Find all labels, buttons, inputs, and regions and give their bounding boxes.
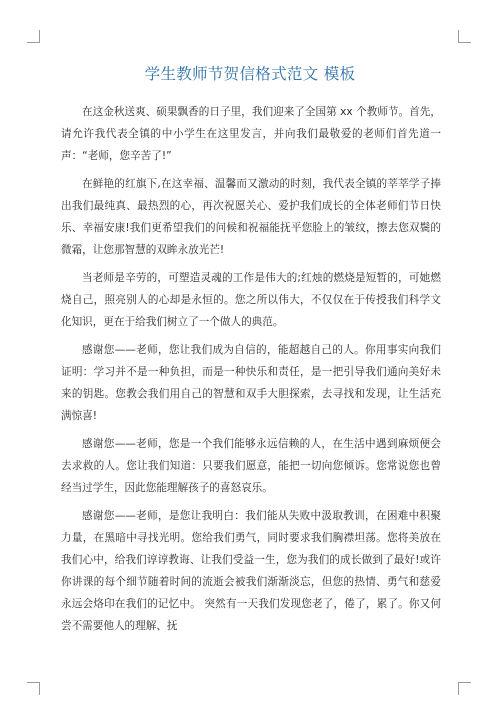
paragraph: 在这金秋送爽、硕果飘香的日子里，我们迎来了全国第 xx 个教师节。首先，请允许我代表全镇的中小学生在这里发言，并向我们最敬爱的老师们首先道一声：“老师，您辛苦了!” (61, 106, 441, 162)
crop-mark-bottom-left (27, 682, 40, 695)
paragraph: 当老师是辛劳的，可塑造灵魂的工作是伟大的;红烛的燃烧是短暂的，可她燃烧自己，照亮别人的心却是永恒的。您之所以伟大，不仅仅在于传授我们科学文化知识，更在于给我们树立了一个做人的典范。 (61, 272, 441, 328)
paragraph: 感谢您——老师，是您让我明白：我们能从失败中汲取教训，在困难中积聚力量，在黑暗中寻找光明。您给我们勇气，同时要求我们胸襟坦荡。您将美放在我们心中，给我们谆谆教诲、让我们受益一生，您为我们的成长做到了最好!或许你讲课的每个细节随着时间的流逝会被我们渐渐淡忘，但您的热情、勇气和慈爱永远会烙印在我们的记忆中。 突然有一天我们发现您老了，倦了，累了。你又何尝不需要他人的理解、抚 (61, 510, 441, 632)
paragraph: 感谢您——老师，您是一个我们能够永远信赖的人，在生活中遇到麻烦便会去求救的人。您让我们知道：只要我们愿意，能把一切向您倾诉。您常说您也曾经当过学生，因此您能理解孩子的喜怒哀乐。 (61, 438, 441, 494)
crop-mark-bottom-right (458, 682, 471, 695)
crop-mark-top-right (458, 30, 471, 43)
paragraph: 在鲜艳的红旗下,在这幸福、温馨而又激动的时刻，我代表全镇的莘莘学子捧出我们最纯真、最热烈的心，再次祝愿关心、爱护我们成长的全体老师们节日快乐、幸福安康!我们更希望我们的问候和祝福能抚平您脸上的皱纹，擦去您双鬓的微霜，让您那智慧的双眸永放光芒! (61, 178, 441, 256)
crop-mark-top-left (27, 30, 40, 43)
paragraph: 感谢您——老师，您让我们成为自信的，能超越自己的人。你用事实向我们证明：学习并不是一种负担，而是一种快乐和责任，是一把引导我们通向美好未来的钥匙。您教会我们用自己的智慧和双手大胆探索，去寻找和发现，让生活充满惊喜! (61, 344, 441, 422)
document-body (61, 101, 441, 643)
document-title: 学生教师节贺信格式范文 模板 (144, 65, 356, 83)
